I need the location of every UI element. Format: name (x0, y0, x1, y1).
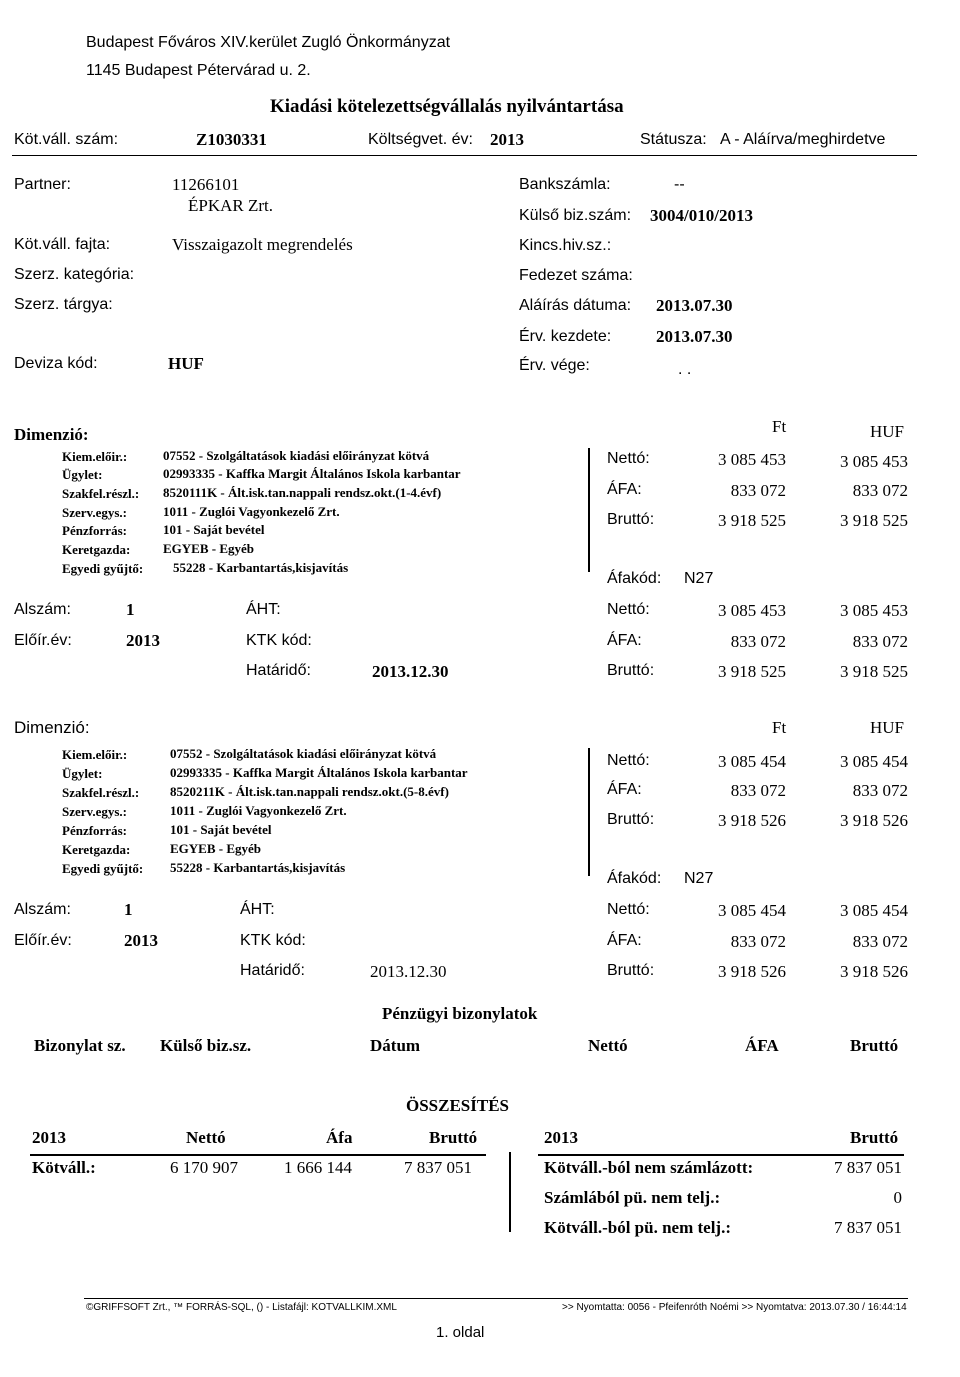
sum-netto-label: Nettó: (607, 601, 650, 618)
dimenzio-title: Dimenzió: (14, 425, 89, 444)
col-afa: ÁFA (745, 1036, 779, 1055)
summary-separator (509, 1152, 511, 1232)
deviza: HUF (168, 354, 204, 373)
netto-huf: 3 085 454 (840, 752, 908, 771)
sum-netto-huf: 3 085 453 (840, 601, 908, 620)
dim-row-value: 101 - Saját bevétel (170, 822, 272, 837)
sum-netto-label: Nettó: (607, 901, 650, 918)
dimenzio-title: Dimenzió: (14, 718, 90, 737)
sum-netto-ft: 3 085 454 (718, 901, 786, 920)
ktk-label: KTK kód: (246, 632, 312, 649)
dim-row-value: 101 - Saját bevétel (163, 522, 265, 537)
brutto-ft: 3 918 525 (718, 511, 786, 530)
netto-label: Nettó: (607, 752, 650, 769)
ktk-label: KTK kód: (240, 932, 306, 949)
netto-huf: 3 085 453 (840, 452, 908, 471)
deviza-label: Deviza kód: (14, 355, 98, 372)
dim-row-label: Pénzforrás: (62, 823, 127, 838)
aht-label: ÁHT: (246, 601, 281, 618)
summary-left-afa: 1 666 144 (284, 1158, 352, 1177)
erv-vege-label: Érv. vége: (519, 357, 590, 374)
erv-kezdete: 2013.07.30 (656, 327, 733, 346)
partner-name: ÉPKAR Zrt. (188, 196, 273, 215)
dim-row-value: 1011 - Zuglói Vagyonkezelő Zrt. (170, 803, 347, 818)
col-huf: HUF (870, 422, 905, 441)
koltsegvet-ev-label: Költségvet. év: (368, 131, 473, 148)
kincs-label: Kincs.hiv.sz.: (519, 237, 612, 254)
alairas: 2013.07.30 (656, 296, 733, 315)
summary-right-row-label: Kötváll.-ból nem számlázott: (544, 1158, 754, 1177)
partner-code: 11266101 (172, 175, 240, 194)
sum-netto-huf: 3 085 454 (840, 901, 908, 920)
sum-netto-ft: 3 085 453 (718, 601, 786, 620)
sum-brutto-ft: 3 918 525 (718, 662, 786, 681)
kulso-label: Külső biz.szám: (519, 207, 632, 224)
col-brutto: Bruttó (850, 1036, 899, 1055)
sum-afa-label: ÁFA: (607, 632, 642, 649)
alszam: 1 (124, 900, 133, 919)
org-name: Budapest Főváros XIV.kerület Zugló Önkormányzat (86, 34, 451, 51)
summary-left-brutto: 7 837 051 (404, 1158, 472, 1177)
koltsegvet-ev: 2013 (490, 130, 524, 149)
afa-huf: 833 072 (852, 781, 908, 800)
summary-right-year: 2013 (544, 1128, 578, 1147)
dim-row-label: Szerv.egys.: (62, 505, 127, 520)
dim-row-value: 02993335 - Kaffka Margit Általános Iskola karbantar (170, 765, 468, 780)
afa-ft: 833 072 (730, 781, 786, 800)
page-title: Kiadási kötelezettségvállalás nyilvántartása (270, 96, 624, 117)
summary-left-h-brutto: Bruttó (429, 1128, 478, 1147)
afakod: N27 (684, 870, 714, 887)
afa-label: ÁFA: (607, 781, 642, 798)
partner-label: Partner: (14, 176, 71, 193)
fajta-label: Köt.váll. fajta: (14, 236, 111, 253)
dim-row-value: 1011 - Zuglói Vagyonkezelő Zrt. (163, 504, 340, 519)
alszam-label: Alszám: (14, 601, 71, 618)
summary-left-h-netto: Nettó (186, 1128, 226, 1147)
penzugyi-title: Pénzügyi bizonylatok (382, 1004, 538, 1023)
summary-right-row-value: 0 (893, 1188, 902, 1207)
hatarido-label: Határidő: (240, 962, 305, 979)
dim-row-value: 07552 - Szolgáltatások kiadási előirányzat kötvá (170, 746, 437, 761)
aht-label: ÁHT: (240, 901, 275, 918)
dim-separator (588, 748, 590, 876)
fajta: Visszaigazolt megrendelés (172, 235, 353, 254)
dim-row-value: 8520111K - Ált.isk.tan.nappali rendsz.okt.(1-4.évf) (163, 485, 442, 500)
sum-brutto-ft: 3 918 526 (718, 962, 786, 981)
col-kulso: Külső biz.sz. (160, 1036, 252, 1055)
col-bizonylat: Bizonylat sz. (34, 1036, 126, 1055)
dim-row-label: Kiem.előir.: (62, 747, 128, 762)
netto-ft: 3 085 453 (718, 450, 786, 469)
summary-right-row-label: Kötváll.-ból pü. nem telj.: (544, 1218, 731, 1237)
alairas-label: Aláírás dátuma: (519, 297, 632, 314)
hatarido-label: Határidő: (246, 662, 311, 679)
dim-row-label: Keretgazda: (62, 842, 131, 857)
dim-row-value: 55228 - Karbantartás,kisjavítás (173, 560, 349, 575)
eloir-label: Előír.év: (14, 932, 72, 949)
alszam-label: Alszám: (14, 901, 71, 918)
dim-row-label: Szakfel.részl.: (62, 785, 140, 800)
afakod: N27 (684, 570, 714, 587)
dim-row-value: 02993335 - Kaffka Margit Általános Iskola karbantar (163, 466, 461, 481)
dim-row-value: EGYEB - Egyéb (170, 841, 262, 856)
sum-afa-ft: 833 072 (730, 932, 786, 951)
erv-vege: . . (678, 361, 692, 378)
afakod-label: Áfakód: (607, 570, 662, 587)
summary-left-h-afa: Áfa (326, 1128, 353, 1147)
eloir-label: Előír.év: (14, 632, 72, 649)
dim-row-label: Keretgazda: (62, 542, 131, 557)
brutto-huf: 3 918 526 (840, 811, 908, 830)
page-number: 1. oldal (436, 1324, 485, 1341)
fedezet-label: Fedezet száma: (519, 267, 633, 284)
summary-title: ÖSSZESÍTÉS (406, 1096, 510, 1115)
eloir: 2013 (126, 631, 160, 650)
dim-row-label: Szerv.egys.: (62, 804, 127, 819)
bankszamla: -- (674, 176, 685, 193)
brutto-label: Bruttó: (607, 811, 655, 828)
col-netto: Nettó (588, 1036, 628, 1055)
summary-right-row-value: 7 837 051 (834, 1158, 902, 1177)
netto-label: Nettó: (607, 450, 650, 467)
col-ft: Ft (772, 718, 787, 737)
org-address: 1145 Budapest Pétervárad u. 2. (86, 62, 311, 79)
kulso: 3004/010/2013 (650, 206, 753, 225)
afakod-label: Áfakód: (607, 870, 662, 887)
footer-rule (84, 1298, 908, 1299)
col-ft: Ft (772, 417, 787, 436)
summary-right-row-label: Számlából pü. nem telj.: (544, 1188, 721, 1207)
dim-row-label: Egyedi gyűjtő: (62, 561, 144, 576)
afa-huf: 833 072 (852, 481, 908, 500)
dim-row-label: Kiem.előir.: (62, 449, 128, 464)
statusz: A - Aláírva/meghirdetve (720, 131, 886, 148)
col-huf: HUF (870, 718, 905, 737)
eloir: 2013 (124, 931, 158, 950)
sum-brutto-huf: 3 918 525 (840, 662, 908, 681)
header-divider (12, 155, 917, 156)
dim-row-label: Ügylet: (62, 766, 103, 781)
hatarido: 2013.12.30 (372, 662, 449, 681)
summary-left-netto: 6 170 907 (170, 1158, 238, 1177)
dim-row-value: 8520211K - Ált.isk.tan.nappali rendsz.okt.(5-8.évf) (170, 784, 449, 799)
sum-afa-label: ÁFA: (607, 932, 642, 949)
dim-row-label: Pénzforrás: (62, 523, 127, 538)
targya-label: Szerz. tárgya: (14, 296, 113, 313)
kategoria-label: Szerz. kategória: (14, 266, 135, 283)
summary-right-rule (538, 1154, 904, 1156)
col-datum: Dátum (370, 1036, 421, 1055)
footer-left: ©GRIFFSOFT Zrt., ™ FORRÁS-SQL, () - Listafájl: KOTVALLKIM.XML (86, 1302, 397, 1313)
summary-right-h-brutto: Bruttó (850, 1128, 899, 1147)
summary-left-rule (30, 1154, 486, 1156)
sum-brutto-huf: 3 918 526 (840, 962, 908, 981)
dim-row-value: 07552 - Szolgáltatások kiadási előirányzat kötvá (163, 448, 430, 463)
summary-right-row-value: 7 837 051 (834, 1218, 902, 1237)
dim-row-label: Ügylet: (62, 467, 103, 482)
kotvall-szam: Z1030331 (196, 130, 267, 149)
summary-left-year: 2013 (32, 1128, 66, 1147)
dim-row-value: EGYEB - Egyéb (163, 541, 255, 556)
afa-ft: 833 072 (730, 481, 786, 500)
dim-separator (588, 448, 590, 572)
summary-left-row-label: Kötváll.: (32, 1158, 96, 1177)
netto-ft: 3 085 454 (718, 752, 786, 771)
sum-afa-ft: 833 072 (730, 632, 786, 651)
brutto-ft: 3 918 526 (718, 811, 786, 830)
afa-label: ÁFA: (607, 481, 642, 498)
footer-right: >> Nyomtatta: 0056 - Pfeifenróth Noémi >> Nyomtatva: 2013.07.30 / 16:44:14 (562, 1302, 907, 1313)
hatarido: 2013.12.30 (370, 962, 447, 981)
alszam: 1 (126, 600, 135, 619)
bankszamla-label: Bankszámla: (519, 176, 611, 193)
dim-row-label: Szakfel.részl.: (62, 486, 140, 501)
brutto-label: Bruttó: (607, 511, 655, 528)
sum-afa-huf: 833 072 (852, 932, 908, 951)
dim-row-value: 55228 - Karbantartás,kisjavítás (170, 860, 346, 875)
sum-brutto-label: Bruttó: (607, 962, 655, 979)
sum-brutto-label: Bruttó: (607, 662, 655, 679)
erv-kezdete-label: Érv. kezdete: (519, 328, 612, 345)
dim-row-label: Egyedi gyűjtő: (62, 861, 144, 876)
brutto-huf: 3 918 525 (840, 511, 908, 530)
kotvall-szam-label: Köt.váll. szám: (14, 131, 119, 148)
statusz-label: Státusza: (640, 131, 707, 148)
sum-afa-huf: 833 072 (852, 632, 908, 651)
